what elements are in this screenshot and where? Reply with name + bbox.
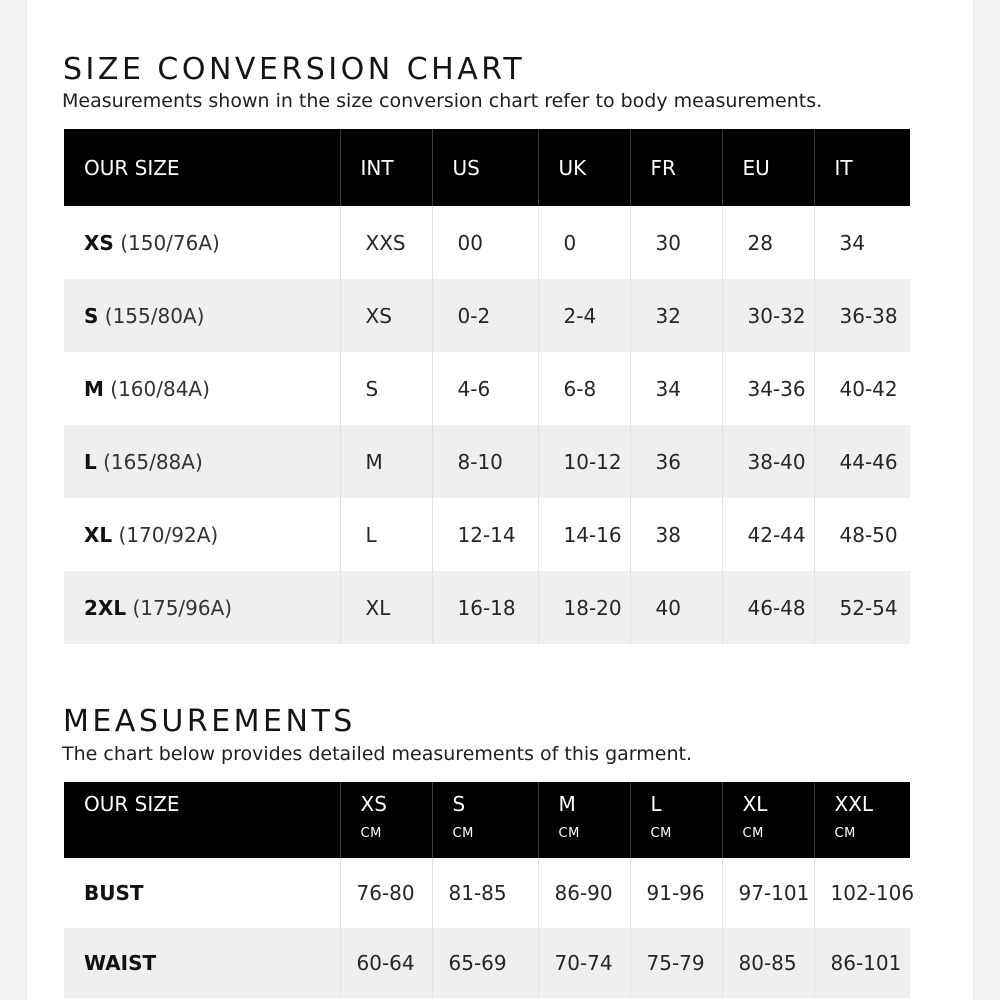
header-fr: FR (630, 129, 722, 206)
table-header-row (64, 782, 910, 858)
size-label: L (84, 449, 97, 474)
unit-label: CM (558, 826, 580, 841)
conversion-subtitle: Measurements shown in the size conversion chart refer to body measurements. (62, 90, 823, 112)
table-row (64, 425, 910, 498)
us-cell: 00 (432, 206, 538, 279)
header-size-s (432, 782, 538, 858)
measurements-title: MEASUREMENTS (63, 704, 356, 739)
size-label: S (84, 303, 99, 328)
eu-cell: 28 (722, 206, 814, 279)
header-size-l (630, 782, 722, 858)
us-cell: 12-14 (432, 498, 538, 571)
measurements-subtitle: The chart below provides detailed measurements of this garment. (62, 743, 692, 765)
header-our-size: OUR SIZE (64, 129, 340, 206)
table-row (64, 206, 910, 279)
int-cell: L (340, 498, 432, 571)
table-row (64, 571, 910, 644)
measurement-label: BUST (64, 858, 340, 928)
header-eu: EU (722, 129, 814, 206)
size-cell (64, 279, 340, 352)
it-cell: 34 (839, 230, 865, 255)
it-cell: 44-46 (814, 425, 910, 498)
size-label: S (452, 792, 466, 816)
size-label: XS (84, 230, 114, 255)
eu-cell: 30-32 (722, 279, 814, 352)
header-size-xs (340, 782, 432, 858)
size-code: (165/88A) (103, 449, 203, 474)
int-cell: S (340, 352, 432, 425)
size-code: (155/80A) (104, 303, 205, 328)
eu-cell: 38-40 (722, 425, 814, 498)
size-code: (175/96A) (132, 595, 233, 620)
size-label: M (558, 792, 576, 816)
table-header-row (64, 129, 910, 206)
int-cell: XXS (340, 206, 432, 279)
size-label: L (650, 792, 662, 816)
fr-cell: 30 (630, 206, 722, 279)
table-row (64, 352, 910, 425)
us-cell: 4-6 (432, 352, 538, 425)
int-cell: M (340, 425, 432, 498)
header-size-xxl (814, 782, 910, 858)
us-cell: 16-18 (432, 571, 538, 644)
size-cell (64, 498, 340, 571)
eu-cell: 46-48 (722, 571, 814, 644)
header-it: IT (814, 129, 910, 206)
us-cell: 8-10 (432, 425, 538, 498)
size-label: XS (360, 792, 387, 816)
conversion-title: SIZE CONVERSION CHART (63, 52, 526, 87)
measurements-table (64, 782, 915, 998)
uk-cell: 14-16 (538, 498, 630, 571)
size-cell (64, 352, 340, 425)
measurement-cell: 75-79 (630, 928, 722, 998)
header-int: INT (340, 129, 432, 206)
header-uk: UK (538, 129, 630, 206)
measurement-cell: 102-106 (830, 881, 915, 905)
size-label: 2XL (84, 595, 127, 620)
measurement-cell: 76-80 (340, 858, 432, 928)
us-cell: 0-2 (432, 279, 538, 352)
table-row (64, 928, 910, 998)
it-cell: 40-42 (839, 376, 898, 401)
header-size-xl (722, 782, 814, 858)
uk-cell: 18-20 (538, 571, 630, 644)
measurement-cell: 86-90 (538, 858, 630, 928)
size-cell (64, 571, 340, 644)
fr-cell: 38 (630, 498, 722, 571)
size-code: (150/76A) (120, 230, 220, 255)
size-conversion-table (64, 129, 910, 644)
eu-cell: 34-36 (722, 352, 814, 425)
measurement-label: WAIST (64, 928, 340, 998)
it-cell: 36-38 (814, 279, 910, 352)
header-size-m (538, 782, 630, 858)
size-cell (64, 425, 340, 498)
uk-cell: 10-12 (538, 425, 630, 498)
measurement-cell: 97-101 (722, 858, 814, 928)
size-code: (160/84A) (110, 376, 210, 401)
unit-label: CM (360, 826, 382, 841)
table-row (64, 279, 910, 352)
unit-label: CM (452, 826, 474, 841)
measurement-cell: 65-69 (432, 928, 538, 998)
int-cell: XS (340, 279, 432, 352)
measurement-cell: 86-101 (814, 928, 910, 998)
unit-label: CM (650, 826, 672, 841)
fr-cell: 40 (630, 571, 722, 644)
size-label: M (84, 376, 104, 401)
header-our-size: OUR SIZE (64, 782, 340, 858)
measurement-cell: 70-74 (538, 928, 630, 998)
unit-label: CM (742, 826, 764, 841)
fr-cell: 36 (630, 425, 722, 498)
size-guide-page (26, 0, 974, 1000)
table-row (64, 858, 910, 928)
measurement-cell: 60-64 (340, 928, 432, 998)
uk-cell: 0 (538, 206, 630, 279)
eu-cell: 42-44 (722, 498, 814, 571)
uk-cell: 2-4 (538, 279, 630, 352)
size-label: XL (84, 522, 113, 547)
header-us: US (432, 129, 538, 206)
measurement-cell: 91-96 (630, 858, 722, 928)
it-cell: 52-54 (814, 571, 910, 644)
table-row (64, 498, 910, 571)
size-cell (64, 206, 340, 279)
unit-label: CM (834, 826, 856, 841)
fr-cell: 34 (630, 352, 722, 425)
uk-cell: 6-8 (538, 352, 630, 425)
int-cell: XL (340, 571, 432, 644)
it-cell: 48-50 (839, 522, 898, 547)
size-code: (170/92A) (118, 522, 219, 547)
fr-cell: 32 (630, 279, 722, 352)
size-label: XL (742, 792, 768, 816)
measurement-cell: 81-85 (432, 858, 538, 928)
size-label: XXL (834, 792, 874, 816)
measurement-cell: 80-85 (722, 928, 814, 998)
